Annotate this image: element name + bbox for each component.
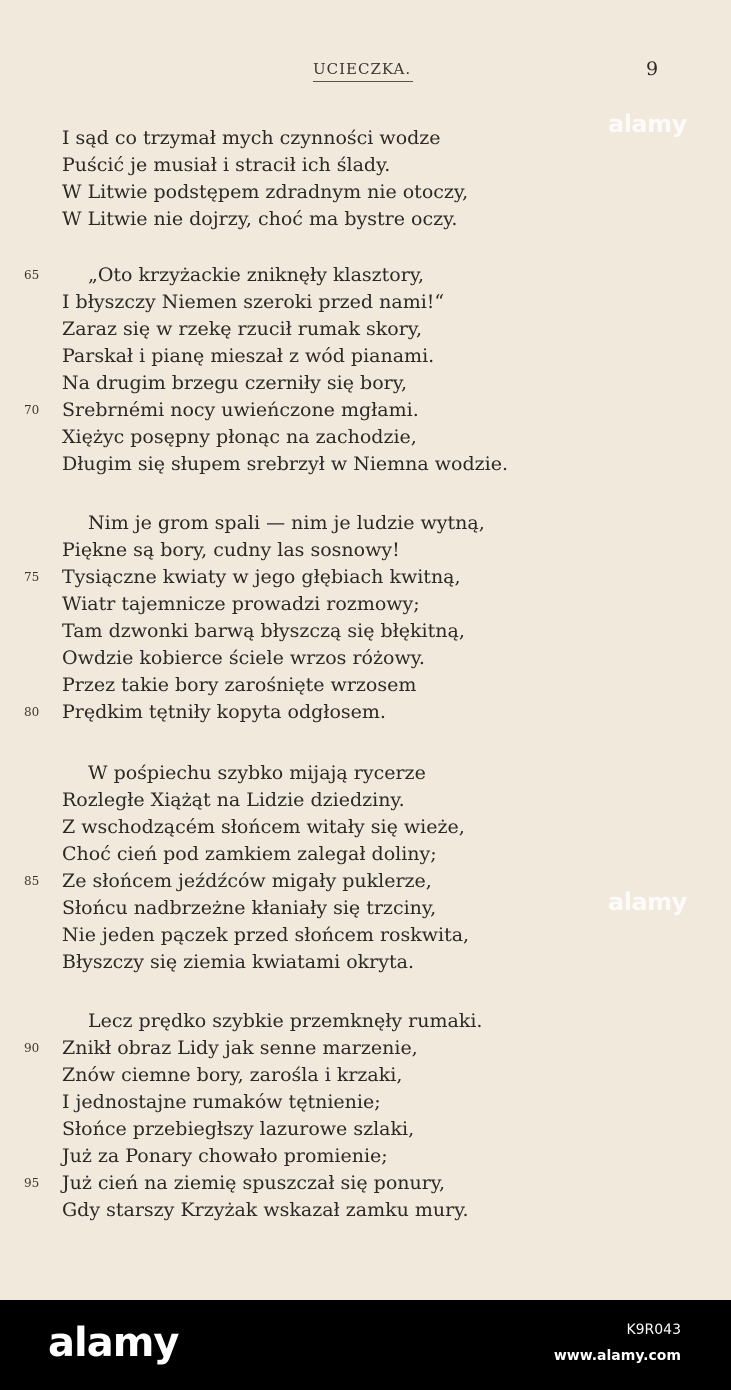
watermark-logo: alamy [608, 888, 687, 916]
verse-line: Z wschodzącém słońcem witały się wieże, [62, 816, 465, 838]
verse-line: I błyszczy Niemen szeroki przed nami!“ [62, 291, 445, 313]
verse-line: W Litwie nie dojrzy, choć ma bystre oczy. [62, 208, 458, 230]
verse-line: 65 „Oto krzyżackie zniknęły klasztory, [62, 262, 508, 289]
line-number: 80 [24, 705, 40, 719]
page-number: 9 [646, 58, 659, 80]
verse-line: W Litwie podstępem zdradnym nie otoczy, [62, 181, 469, 203]
verse-line: 90 Znikł obraz Lidy jak senne marzenie, [62, 1035, 482, 1062]
verse-line: Nim je grom spali — nim je ludzie wytną, [88, 512, 485, 534]
verse-line: 85 Ze słońcem jeźdźców migały puklerze, [62, 868, 469, 895]
watermark-logo: alamy [608, 110, 687, 138]
verse-line: I jednostajne rumaków tętnienie; [62, 1091, 381, 1113]
running-header-title: UCIECZKA. [313, 60, 413, 82]
stanza-3 [24, 510, 485, 726]
stanza-4 [24, 760, 470, 976]
verse-line: Słońce przebiegłszy lazurowe szlaki, [62, 1118, 415, 1140]
verse-line: Tam dzwonki barwą błyszczą się błękitną, [62, 620, 465, 642]
footer-url: www.alamy.com [553, 1348, 681, 1364]
line-number: 90 [24, 1041, 40, 1055]
verse-line: Długim się słupem srebrzył w Niemna wodzie. [62, 453, 509, 475]
image-id: K9R043 [626, 1322, 681, 1338]
verse-line: Puścić je musiał i stracił ich ślady. [62, 154, 391, 176]
footer-bar [0, 1300, 731, 1390]
verse-line: Choć cień pod zamkiem zalegał doliny; [62, 843, 437, 865]
line-number: 75 [24, 570, 40, 584]
verse-line: Znów ciemne bory, zarośla i krzaki, [62, 1064, 403, 1086]
footer-logo: alamy [48, 1320, 179, 1366]
line-number: 95 [24, 1176, 40, 1190]
stanza-1 [62, 125, 468, 233]
verse-line: Parskał i pianę mieszał z wód pianami. [62, 345, 435, 367]
verse-line: Słońcu nadbrzeżne kłaniały się trzciny, [62, 897, 437, 919]
verse-line: I sąd co trzymał mych czynności wodze [62, 127, 441, 149]
line-number: 70 [24, 403, 40, 417]
verse-line: 75 Tysiączne kwiaty w jego głębiach kwitną, [62, 564, 485, 591]
verse-line: 95 Już cień na ziemię spuszczał się ponury, [62, 1170, 482, 1197]
verse-line: Już za Ponary chowało promienie; [62, 1145, 388, 1167]
verse-line: Rozległe Xiążąt na Lidzie dziedziny. [62, 789, 405, 811]
verse-line: 80 Prędkim tętniły kopyta odgłosem. [62, 699, 485, 726]
verse-line: W pośpiechu szybko mijają rycerze [88, 762, 426, 784]
verse-line: Owdzie kobierce ściele wrzos różowy. [62, 647, 425, 669]
verse-line: Przez takie bory zarośnięte wrzosem [62, 674, 417, 696]
stanza-5 [24, 1008, 483, 1224]
stanza-2 [24, 262, 509, 478]
verse-line: 70 Srebrnémi nocy uwieńczone mgłami. [62, 397, 508, 424]
verse-line: Piękne są bory, cudny las sosnowy! [62, 539, 400, 561]
verse-line: Na drugim brzegu czerniły się bory, [62, 372, 407, 394]
line-number: 65 [24, 268, 40, 282]
verse-line: Wiatr tajemnicze prowadzi rozmowy; [62, 593, 420, 615]
verse-line: Gdy starszy Krzyżak wskazał zamku mury. [62, 1199, 469, 1221]
verse-line: Błyszczy się ziemia kwiatami okryta. [62, 951, 414, 973]
verse-line: Lecz prędko szybkie przemknęły rumaki. [88, 1010, 483, 1032]
verse-line: Xiężyc posępny płonąc na zachodzie, [62, 426, 417, 448]
verse-line: Zaraz się w rzekę rzucił rumak skory, [62, 318, 423, 340]
line-number: 85 [24, 874, 40, 888]
verse-line: Nie jeden pączek przed słońcem roskwita, [62, 924, 470, 946]
